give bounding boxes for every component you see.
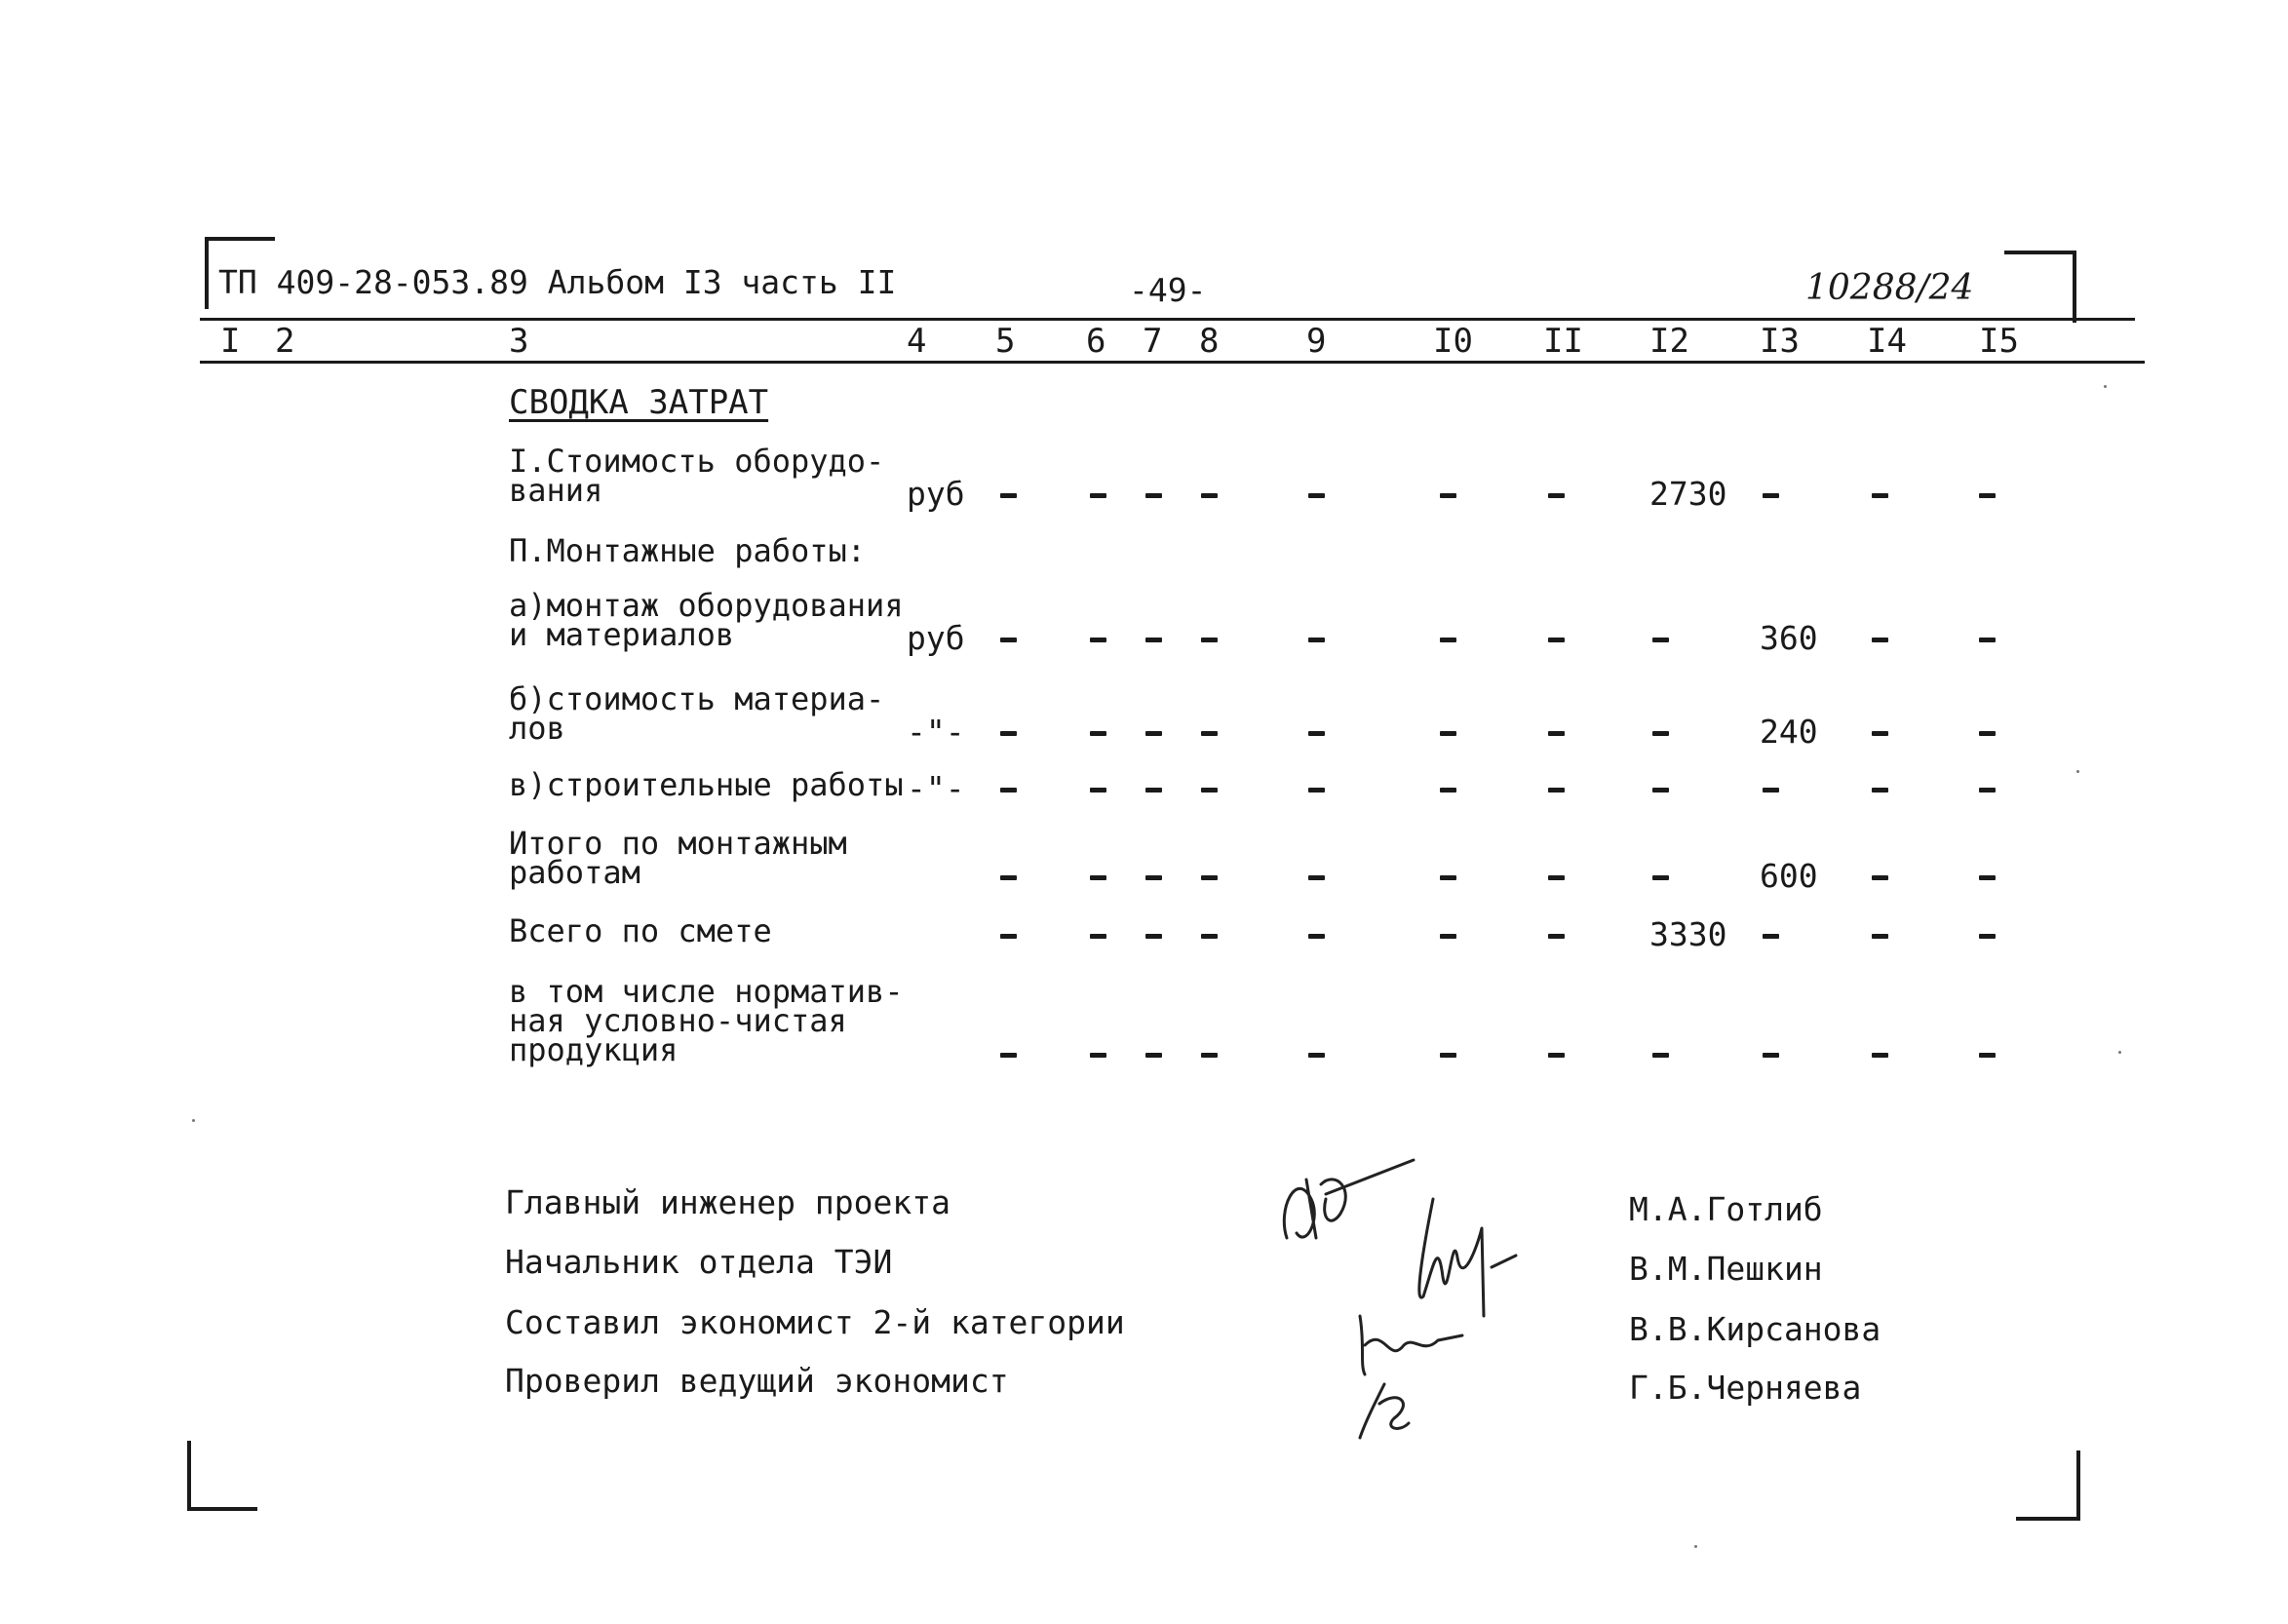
column-number: 7	[1143, 322, 1163, 361]
column-number: 6	[1086, 322, 1106, 361]
row-unit: -"-	[907, 713, 965, 751]
row-label-line: лов	[509, 710, 565, 747]
signature-role: Главный инженер проекта	[505, 1183, 950, 1221]
empty-cell-dash	[1440, 638, 1456, 642]
empty-cell-dash	[1000, 1053, 1017, 1058]
row-label	[509, 587, 904, 653]
empty-cell-dash	[1979, 731, 1996, 736]
frame-corner-bottom-right	[2016, 1450, 2080, 1521]
empty-cell-dash	[1872, 731, 1888, 736]
column-number: I5	[1979, 322, 2019, 361]
signature-role: Начальник отдела ТЭИ	[505, 1243, 893, 1281]
signature-role: Проверил ведущий экономист	[505, 1362, 1009, 1400]
frame-corner-bottom-left	[187, 1441, 257, 1511]
row-label	[509, 912, 772, 949]
empty-cell-dash	[1652, 731, 1669, 736]
row-label-line: б)стоимость материа-	[509, 680, 885, 717]
empty-cell-dash	[1145, 1053, 1162, 1058]
empty-cell-dash	[1000, 788, 1017, 793]
empty-cell-dash	[1000, 731, 1017, 736]
row-label	[509, 680, 885, 747]
empty-cell-dash	[1308, 493, 1325, 498]
empty-cell-dash	[1440, 493, 1456, 498]
empty-cell-dash	[1308, 875, 1325, 880]
empty-cell-dash	[1308, 934, 1325, 939]
empty-cell-dash	[1872, 934, 1888, 939]
inventory-number: 10288/24	[1805, 268, 1974, 308]
empty-cell-dash	[1201, 638, 1218, 642]
empty-cell-dash	[1548, 493, 1565, 498]
signature-name: Г.Б.Черняева	[1629, 1369, 1862, 1407]
row-label-line: I.Стоимость оборудо-	[509, 443, 885, 480]
row-label-line: в том числе норматив-	[509, 973, 904, 1010]
column-number: I4	[1867, 322, 1907, 361]
empty-cell-dash	[1000, 934, 1017, 939]
empty-cell-dash	[1979, 934, 1996, 939]
empty-cell-dash	[1440, 934, 1456, 939]
empty-cell-dash	[1440, 731, 1456, 736]
empty-cell-dash	[1308, 638, 1325, 642]
row-label-line: а)монтаж оборудования	[509, 587, 904, 624]
empty-cell-dash	[1201, 934, 1218, 939]
empty-cell-dash	[1308, 788, 1325, 793]
empty-cell-dash	[1548, 638, 1565, 642]
signature-name: В.М.Пешкин	[1629, 1250, 1823, 1288]
scan-speck	[2076, 770, 2079, 773]
document-reference: ТП 409-28-053.89 Альбом I3 часть II	[218, 263, 897, 301]
empty-cell-dash	[1090, 493, 1106, 498]
empty-cell-dash	[1145, 638, 1162, 642]
empty-cell-dash	[1145, 493, 1162, 498]
signature-role: Составил экономист 2-й категории	[505, 1303, 1125, 1341]
empty-cell-dash	[1872, 788, 1888, 793]
column-number: 4	[907, 322, 927, 361]
scan-speck	[192, 1119, 195, 1122]
empty-cell-dash	[1979, 493, 1996, 498]
header-top-rule	[200, 318, 2135, 321]
row-unit: руб	[907, 619, 965, 657]
empty-cell-dash	[1763, 1053, 1779, 1058]
empty-cell-dash	[1201, 875, 1218, 880]
empty-cell-dash	[1201, 493, 1218, 498]
empty-cell-dash	[1548, 875, 1565, 880]
empty-cell-dash	[1090, 731, 1106, 736]
empty-cell-dash	[1872, 875, 1888, 880]
empty-cell-dash	[1090, 1053, 1106, 1058]
empty-cell-dash	[1979, 1053, 1996, 1058]
empty-cell-dash	[1201, 788, 1218, 793]
empty-cell-dash	[1145, 788, 1162, 793]
row-label	[509, 443, 885, 509]
row-label	[509, 973, 904, 1068]
column-number: II	[1543, 322, 1583, 361]
cell-value: 2730	[1649, 475, 1727, 513]
row-label	[509, 532, 867, 569]
empty-cell-dash	[1763, 493, 1779, 498]
scan-speck	[2118, 1051, 2121, 1054]
row-label-line: Итого по монтажным	[509, 825, 847, 862]
empty-cell-dash	[1652, 788, 1669, 793]
cell-value: 3330	[1649, 915, 1727, 953]
scan-speck	[2104, 385, 2107, 388]
empty-cell-dash	[1440, 788, 1456, 793]
empty-cell-dash	[1201, 731, 1218, 736]
column-number: 9	[1306, 322, 1327, 361]
summary-title: СВОДКА ЗАТРАТ	[509, 383, 769, 422]
scan-speck	[1694, 1545, 1697, 1548]
row-label-line: Всего по смете	[509, 912, 772, 949]
empty-cell-dash	[1872, 493, 1888, 498]
empty-cell-dash	[1872, 1053, 1888, 1058]
row-label-line: вания	[509, 472, 603, 509]
empty-cell-dash	[1548, 1053, 1565, 1058]
empty-cell-dash	[1652, 1053, 1669, 1058]
empty-cell-dash	[1145, 731, 1162, 736]
cell-value: 600	[1760, 857, 1818, 895]
column-number: I2	[1649, 322, 1689, 361]
empty-cell-dash	[1090, 638, 1106, 642]
page-number: -49-	[1129, 271, 1207, 309]
empty-cell-dash	[1000, 493, 1017, 498]
empty-cell-dash	[1308, 731, 1325, 736]
row-label-line: работам	[509, 854, 640, 891]
empty-cell-dash	[1872, 638, 1888, 642]
empty-cell-dash	[1979, 638, 1996, 642]
empty-cell-dash	[1548, 934, 1565, 939]
empty-cell-dash	[1548, 788, 1565, 793]
empty-cell-dash	[1548, 731, 1565, 736]
column-number: 3	[509, 322, 529, 361]
empty-cell-dash	[1979, 875, 1996, 880]
empty-cell-dash	[1652, 875, 1669, 880]
row-label-line: в)строительные работы	[509, 766, 904, 803]
column-number: I	[220, 322, 241, 361]
column-number: 2	[275, 322, 295, 361]
empty-cell-dash	[1090, 875, 1106, 880]
row-unit: -"-	[907, 769, 965, 807]
empty-cell-dash	[1201, 1053, 1218, 1058]
column-number: I0	[1433, 322, 1473, 361]
row-label-line: П.Монтажные работы:	[509, 532, 867, 569]
signature-name: В.В.Кирсанова	[1629, 1310, 1881, 1348]
empty-cell-dash	[1440, 875, 1456, 880]
empty-cell-dash	[1145, 875, 1162, 880]
row-label-line: и материалов	[509, 616, 735, 653]
empty-cell-dash	[1979, 788, 1996, 793]
cell-value: 360	[1760, 619, 1818, 657]
frame-corner-top-right	[2004, 251, 2076, 323]
row-label-line: ная условно-чистая	[509, 1002, 847, 1039]
empty-cell-dash	[1763, 788, 1779, 793]
empty-cell-dash	[1440, 1053, 1456, 1058]
empty-cell-dash	[1145, 934, 1162, 939]
header-bottom-rule	[200, 361, 2145, 364]
empty-cell-dash	[1090, 934, 1106, 939]
cell-value: 240	[1760, 713, 1818, 751]
empty-cell-dash	[1090, 788, 1106, 793]
handwritten-signatures	[1267, 1141, 1579, 1452]
row-label	[509, 766, 904, 803]
row-label-line: продукция	[509, 1031, 679, 1068]
empty-cell-dash	[1000, 875, 1017, 880]
column-number: 8	[1199, 322, 1220, 361]
signature-name: М.А.Готлиб	[1629, 1190, 1823, 1228]
empty-cell-dash	[1763, 934, 1779, 939]
empty-cell-dash	[1652, 638, 1669, 642]
row-unit: руб	[907, 475, 965, 513]
column-number: 5	[995, 322, 1016, 361]
column-number: I3	[1760, 322, 1800, 361]
empty-cell-dash	[1000, 638, 1017, 642]
empty-cell-dash	[1308, 1053, 1325, 1058]
row-label	[509, 825, 847, 891]
